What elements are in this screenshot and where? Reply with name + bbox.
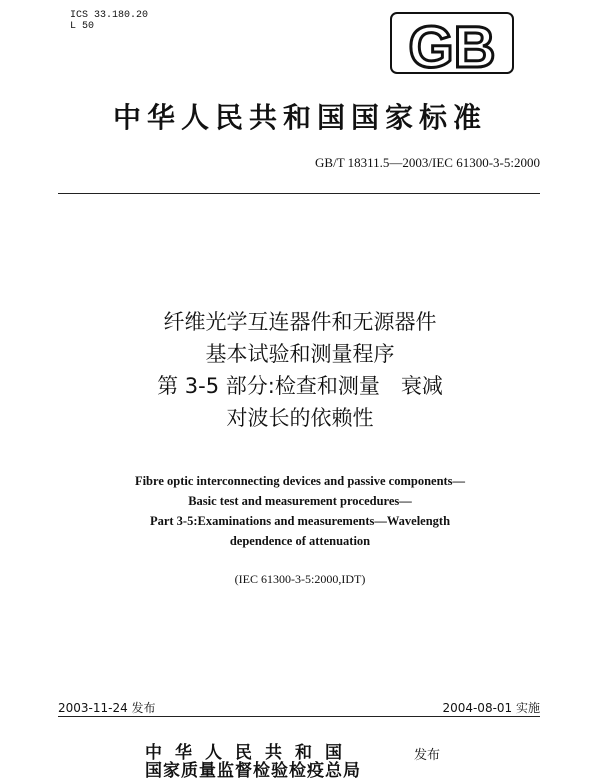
english-title-line: Part 3-5:Examinations and measurements—Wavelength — [149, 514, 451, 528]
adoption-statement: (IEC 61300-3-5:2000,IDT) — [234, 572, 366, 586]
publisher-line-1: 中华人民共和国 — [145, 743, 355, 763]
standard-number: GB/T 18311.5—2003/IEC 61300-3-5:2000 — [315, 155, 540, 170]
top-divider — [58, 193, 540, 194]
ccs-code: L 50 — [70, 21, 95, 32]
english-title-line: dependence of attenuation — [229, 534, 371, 548]
chinese-title-line: 纤维光学互连器件和无源器件 — [163, 310, 437, 334]
gb-logo-text: GB — [408, 15, 496, 74]
bottom-divider — [58, 716, 540, 717]
chinese-title — [0, 306, 600, 434]
chinese-title-line: 第 3-5 部分:检查和测量 衰减 — [157, 374, 443, 398]
publish-label: 发布 — [414, 748, 441, 763]
national-standard-title: 中华人民共和国国家标准 — [112, 101, 487, 134]
implementation-date: 2004-08-01 实施 — [442, 701, 540, 715]
english-title-line: Basic test and measurement procedures— — [188, 494, 412, 508]
publisher-line-2: 国家质量监督检验检疫总局 — [145, 761, 361, 781]
classification-codes — [70, 10, 148, 32]
issue-date: 2003-11-24 发布 — [58, 701, 156, 715]
english-title — [0, 471, 600, 551]
gb-logo — [390, 12, 514, 74]
english-title-line: Fibre optic interconnecting devices and passive components— — [134, 474, 466, 488]
ics-code: ICS 33.180.20 — [70, 10, 149, 21]
chinese-title-line: 对波长的依赖性 — [226, 406, 374, 430]
chinese-title-line: 基本试验和测量程序 — [205, 342, 395, 366]
